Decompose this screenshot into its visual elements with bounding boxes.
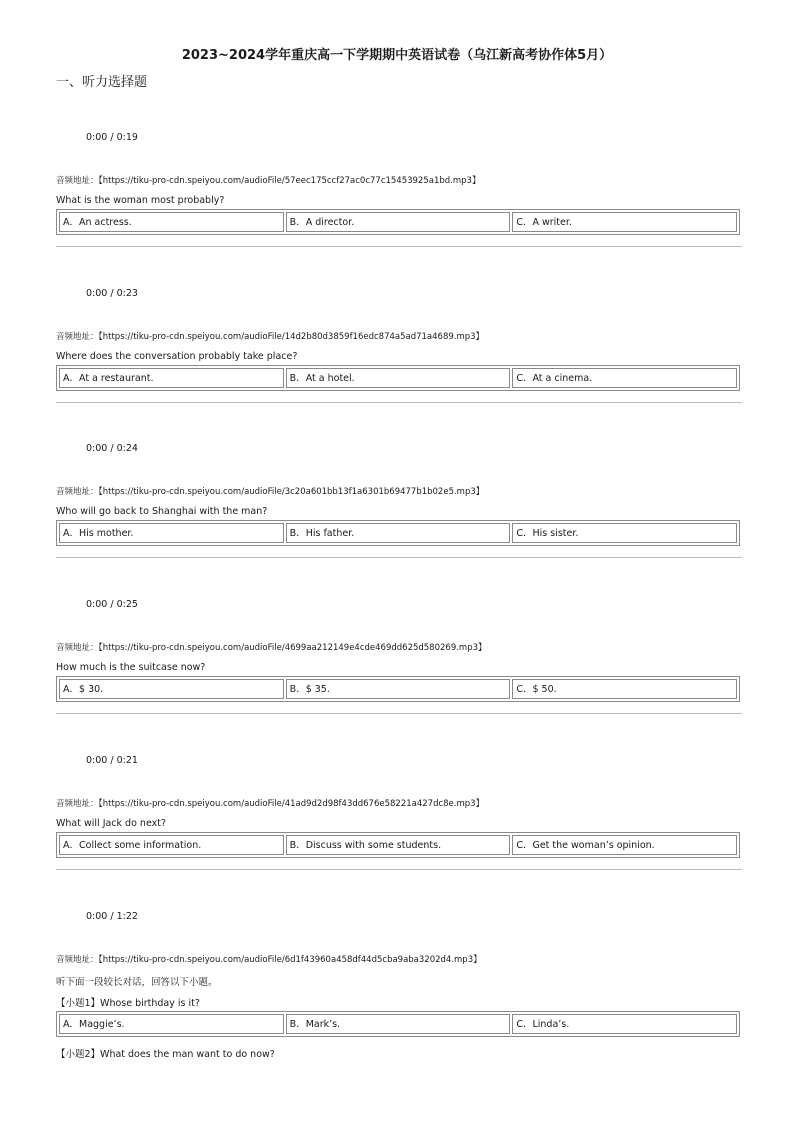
divider	[56, 402, 742, 403]
option-a[interactable]: A．Maggie’s.	[59, 1014, 284, 1034]
divider	[56, 246, 742, 247]
question-stem: Where does the conversation probably take place?	[56, 351, 298, 362]
option-b[interactable]: B．At a hotel.	[286, 368, 511, 388]
page-title: 2023~2024学年重庆高一下学期期中英语试卷（乌江新高考协作体5月）	[181, 48, 613, 63]
audio-url: 音频地址：【https://tiku-pro-cdn.speiyou.com/audioFile/3c20a601bb13f1a6301b69477b1b02e5.mp3】	[56, 487, 485, 497]
option-c[interactable]: C．Get the woman’s opinion.	[512, 835, 737, 855]
question-stem: How much is the suitcase now?	[56, 662, 206, 673]
audio-time[interactable]: 0:00 / 0:25	[86, 599, 138, 610]
options-table	[56, 365, 740, 391]
option-b[interactable]: B．Mark’s.	[286, 1014, 511, 1034]
question-stem: What is the woman most probably?	[56, 195, 225, 206]
divider	[56, 869, 742, 870]
sub-question-2: 【小题2】What does the man want to do now?	[56, 1049, 275, 1060]
option-b[interactable]: B．A director.	[286, 212, 511, 232]
audio-time[interactable]: 0:00 / 0:19	[86, 132, 138, 143]
option-c[interactable]: C．Linda’s.	[512, 1014, 737, 1034]
section-title: 一、听力选择题	[56, 75, 148, 90]
audio-url: 音频地址：【https://tiku-pro-cdn.speiyou.com/audioFile/14d2b80d3859f16edc874a5ad71a4689.mp3】	[56, 332, 485, 342]
dialogue-instructions: 听下面一段较长对话，回答以下小题。	[56, 977, 218, 988]
option-b[interactable]: B．Discuss with some students.	[286, 835, 511, 855]
option-c[interactable]: C．His sister.	[512, 523, 737, 543]
option-a[interactable]: A．Collect some information.	[59, 835, 284, 855]
audio-url: 音频地址：【https://tiku-pro-cdn.speiyou.com/audioFile/57eec175ccf27ac0c77c15453925a1bd.mp3】	[56, 176, 481, 186]
audio-time[interactable]: 0:00 / 0:23	[86, 288, 138, 299]
question-stem: What will Jack do next?	[56, 818, 167, 829]
audio-url: 音频地址：【https://tiku-pro-cdn.speiyou.com/audioFile/41ad9d2d98f43dd676e58221a427dc8e.mp3】	[56, 799, 485, 809]
option-c[interactable]: C．$ 50.	[512, 679, 737, 699]
audio-time[interactable]: 0:00 / 0:24	[86, 443, 138, 454]
option-a[interactable]: A．An actress.	[59, 212, 284, 232]
option-b[interactable]: B．His father.	[286, 523, 511, 543]
option-a[interactable]: A．His mother.	[59, 523, 284, 543]
question-stem: Who will go back to Shanghai with the man?	[56, 506, 268, 517]
options-table	[56, 676, 740, 702]
audio-time[interactable]: 0:00 / 0:21	[86, 755, 138, 766]
options-table	[56, 832, 740, 858]
options-table	[56, 520, 740, 546]
sub-question-1: 【小题1】Whose birthday is it?	[56, 998, 200, 1009]
option-c[interactable]: C．At a cinema.	[512, 368, 737, 388]
option-a[interactable]: A．At a restaurant.	[59, 368, 284, 388]
option-b[interactable]: B．$ 35.	[286, 679, 511, 699]
divider	[56, 557, 742, 558]
audio-url: 音频地址：【https://tiku-pro-cdn.speiyou.com/audioFile/4699aa212149e4cde469dd625d580269.mp3】	[56, 643, 487, 653]
option-c[interactable]: C．A writer.	[512, 212, 737, 232]
option-a[interactable]: A．$ 30.	[59, 679, 284, 699]
options-table	[56, 1011, 740, 1037]
divider	[56, 713, 742, 714]
audio-url: 音频地址：【https://tiku-pro-cdn.speiyou.com/audioFile/6d1f43960a458df44d5cba9aba3202d4.mp3】	[56, 955, 482, 965]
options-table	[56, 209, 740, 235]
audio-time[interactable]: 0:00 / 1:22	[86, 911, 138, 922]
